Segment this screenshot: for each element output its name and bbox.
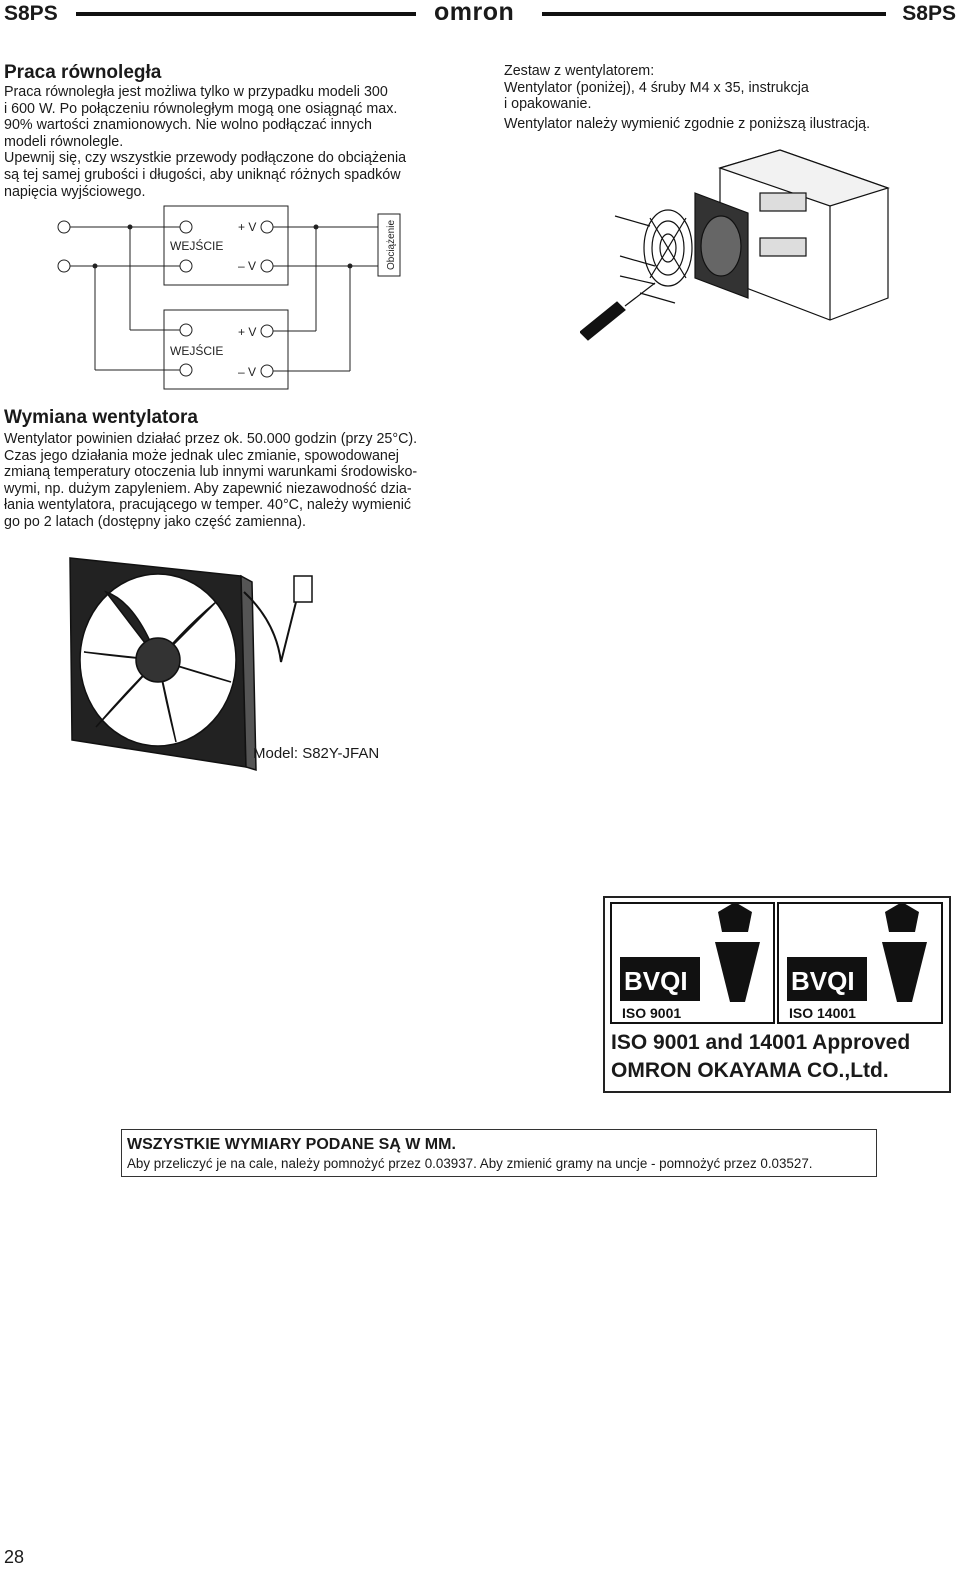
units-note-text: Aby przeliczyć je na cale, należy pomnożyć przez 0.03937. Aby zmienić gramy na uncje - pomnożyć przez 0.03527. [127, 1156, 813, 1171]
iso-9001-text: ISO 9001 [622, 1005, 682, 1021]
fan-model-label: Model: S82Y-JFAN [253, 745, 380, 762]
bvqi-text: BVQI [624, 966, 688, 996]
plus-v-label: + V [238, 325, 257, 339]
fan-replacement-line: wymi, np. dużym zapyleniem. Aby zapewnić niezawodność dzia- [4, 480, 412, 497]
header-left-code: S8PS [4, 2, 58, 25]
parallel-text [4, 84, 474, 200]
bvqi-iso14001-logo [777, 902, 943, 1024]
parallel-line: są tej samej grubości i długości, aby uniknąć różnych spadków [4, 166, 401, 183]
header-right-code: S8PS [902, 2, 956, 25]
minus-v-label: – V [238, 365, 257, 379]
fan-kit-line: Wentylator (poniżej), 4 śruby M4 x 35, instrukcja [504, 79, 809, 96]
parallel-line: Praca równoległa jest możliwa tylko w przypadku modeli 300 [4, 84, 388, 100]
bvqi-iso9001-logo [610, 902, 775, 1024]
plus-v-label: + V [238, 220, 257, 234]
parallel-line: 90% wartości znamionowych. Nie wolno podłączać innych [4, 117, 372, 134]
parallel-wiring-diagram [50, 200, 410, 395]
omron-logo: omron [434, 0, 515, 26]
page-number: 28 [4, 1547, 25, 1567]
fan-replacement-title: Wymiana wentylatora [4, 407, 198, 428]
fan-replacement-line: go po 2 latach (dostępny jako część zamienna). [4, 513, 306, 530]
parallel-line: napięcia wyjściowego. [4, 183, 146, 200]
fan-replacement-line: Czas jego działania może jednak ulec zmianie, spowodowanej [4, 447, 399, 464]
fan-replacement-line: łania wentylatora, pracującego w temper. 40°C, należy wymienić [4, 497, 412, 514]
input-label: WEJŚCIE [170, 344, 224, 358]
fan-kit-line: i opakowanie. [504, 96, 592, 113]
fan-kit-line: Zestaw z wentylatorem: [504, 63, 655, 79]
iso-14001-text: ISO 14001 [789, 1005, 856, 1021]
fan-kit-line: Wentylator należy wymienić zgodnie z poniższą ilustracją. [504, 115, 871, 132]
header-rule-right [542, 12, 886, 16]
cert-company-line: OMRON OKAYAMA CO.,Ltd. [611, 1059, 889, 1082]
bvqi-text: BVQI [791, 966, 855, 996]
parallel-line: modeli równolegle. [4, 133, 124, 150]
fan-replacement-line: zmianą temperatury otoczenia lub innymi warunkami środowisko- [4, 464, 418, 481]
cert-approved-line: ISO 9001 and 14001 Approved [611, 1031, 911, 1054]
minus-v-label: – V [238, 259, 257, 273]
units-note-title: WSZYSTKIE WYMIARY PODANE SĄ W MM. [127, 1136, 456, 1153]
certification-panel [603, 896, 951, 1093]
load-label: Obciążenie [386, 219, 397, 270]
fan-replacement-line: Wentylator powinien działać przez ok. 50.000 godzin (przy 25°C). [4, 431, 418, 447]
fan-assembly-illustration [580, 148, 890, 343]
input-label: WEJŚCIE [170, 239, 224, 253]
fan-kit-text [504, 63, 944, 132]
header-rule-left [76, 12, 416, 16]
parallel-line: i 600 W. Po połączeniu równoległym mogą one osiągnąć max. [4, 100, 398, 117]
parallel-line: Upewnij się, czy wszystkie przewody podłączone do obciążenia [4, 150, 407, 167]
parallel-title: Praca równoległa [4, 62, 162, 83]
fan-replacement-text [4, 431, 474, 531]
units-note-box [121, 1129, 877, 1177]
